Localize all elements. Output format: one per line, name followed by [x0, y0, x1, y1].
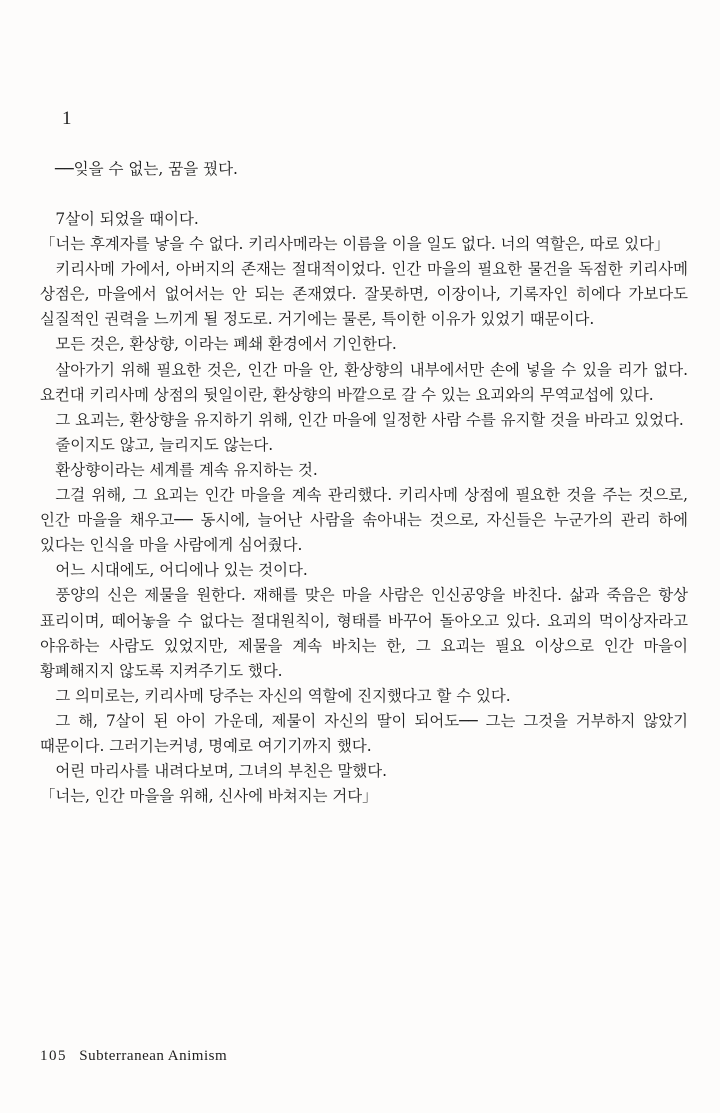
- paragraph: 환상향이라는 세계를 계속 유지하는 것.: [55, 460, 318, 479]
- page-footer: [40, 1048, 227, 1065]
- paragraph: 살아가기 위해 필요한 것은, 인간 마을 안, 환상향의 내부에서만 손에 넣을 수 있을 리가 없다. 요컨대 키리사메 상점의 뒷일이란, 환상향의 바깥으로 갈 수 있는 요괴와의 무역교섭에 있다.: [40, 360, 688, 404]
- body-text: [40, 207, 688, 809]
- opening-line: ──잊을 수 없는, 꿈을 꿨다.: [55, 160, 238, 178]
- paragraph: 「너는, 인간 마을을 위해, 신사에 바쳐지는 거다」: [40, 787, 378, 806]
- page-number: 105: [40, 1048, 67, 1064]
- paragraph: 줄이지도 않고, 늘리지도 않는다.: [55, 435, 274, 454]
- chapter-number: 1: [62, 108, 72, 129]
- paragraph: 그걸 위해, 그 요괴는 인간 마을을 계속 관리했다. 키리사메 상점에 필요한 것을 주는 것으로, 인간 마을을 채우고── 동시에, 늘어난 사람을 솎아내는 것으로, 자신들은 누군가의 관리 하에 있다는 인식을 마을 사람에게 심어줬다.: [40, 486, 688, 555]
- paragraph: 풍양의 신은 제물을 원한다. 재해를 맞은 마을 사람은 인신공양을 바친다. 삶과 죽음은 항상 표리이며, 떼어놓을 수 없다는 절대원칙이, 형태를 바꾸어 돌아오고 있다. 요괴의 먹이상자라고 야유하는 사람도 있었지만, 제물을 계속 바치는 한, 그 요괴는 필요 이상으로 인간 마을이 황폐해지지 않도록 지켜주기도 했다.: [40, 586, 688, 680]
- paragraph: 키리사메 가에서, 아버지의 존재는 절대적이었다. 인간 마을의 필요한 물건을 독점한 키리사메 상점은, 마을에서 없어서는 안 되는 존재였다. 잘못하면, 이장이나, 기록자인 히에다 가보다도 실질적인 권력을 느끼게 될 정도로. 거기에는 물론, 특이한 이유가 있었기 때문이다.: [40, 260, 688, 329]
- paragraph: 「너는 후계자를 낳을 수 없다. 키리사메라는 이름을 이을 일도 없다. 너의 역할은, 따로 있다」: [40, 235, 670, 254]
- paragraph: 어느 시대에도, 어디에나 있는 것이다.: [55, 561, 308, 580]
- paragraph: 모든 것은, 환상향, 이라는 폐쇄 환경에서 기인한다.: [55, 335, 397, 354]
- paragraph: 그 해, 7살이 된 아이 가운데, 제물이 자신의 딸이 되어도── 그는 그것을 거부하지 않았기 때문이다. 그러기는커녕, 명예로 여기기까지 했다.: [40, 711, 688, 755]
- book-title: Subterranean Animism: [79, 1048, 228, 1064]
- paragraph: 7살이 되었을 때이다.: [55, 210, 199, 228]
- paragraph: 어린 마리사를 내려다보며, 그녀의 부친은 말했다.: [55, 762, 387, 781]
- paragraph: 그 요괴는, 환상향을 유지하기 위해, 인간 마을에 일정한 사람 수를 유지할 것을 바라고 있었다.: [55, 410, 684, 429]
- paragraph: 그 의미로는, 키리사메 당주는 자신의 역할에 진지했다고 할 수 있다.: [55, 686, 511, 705]
